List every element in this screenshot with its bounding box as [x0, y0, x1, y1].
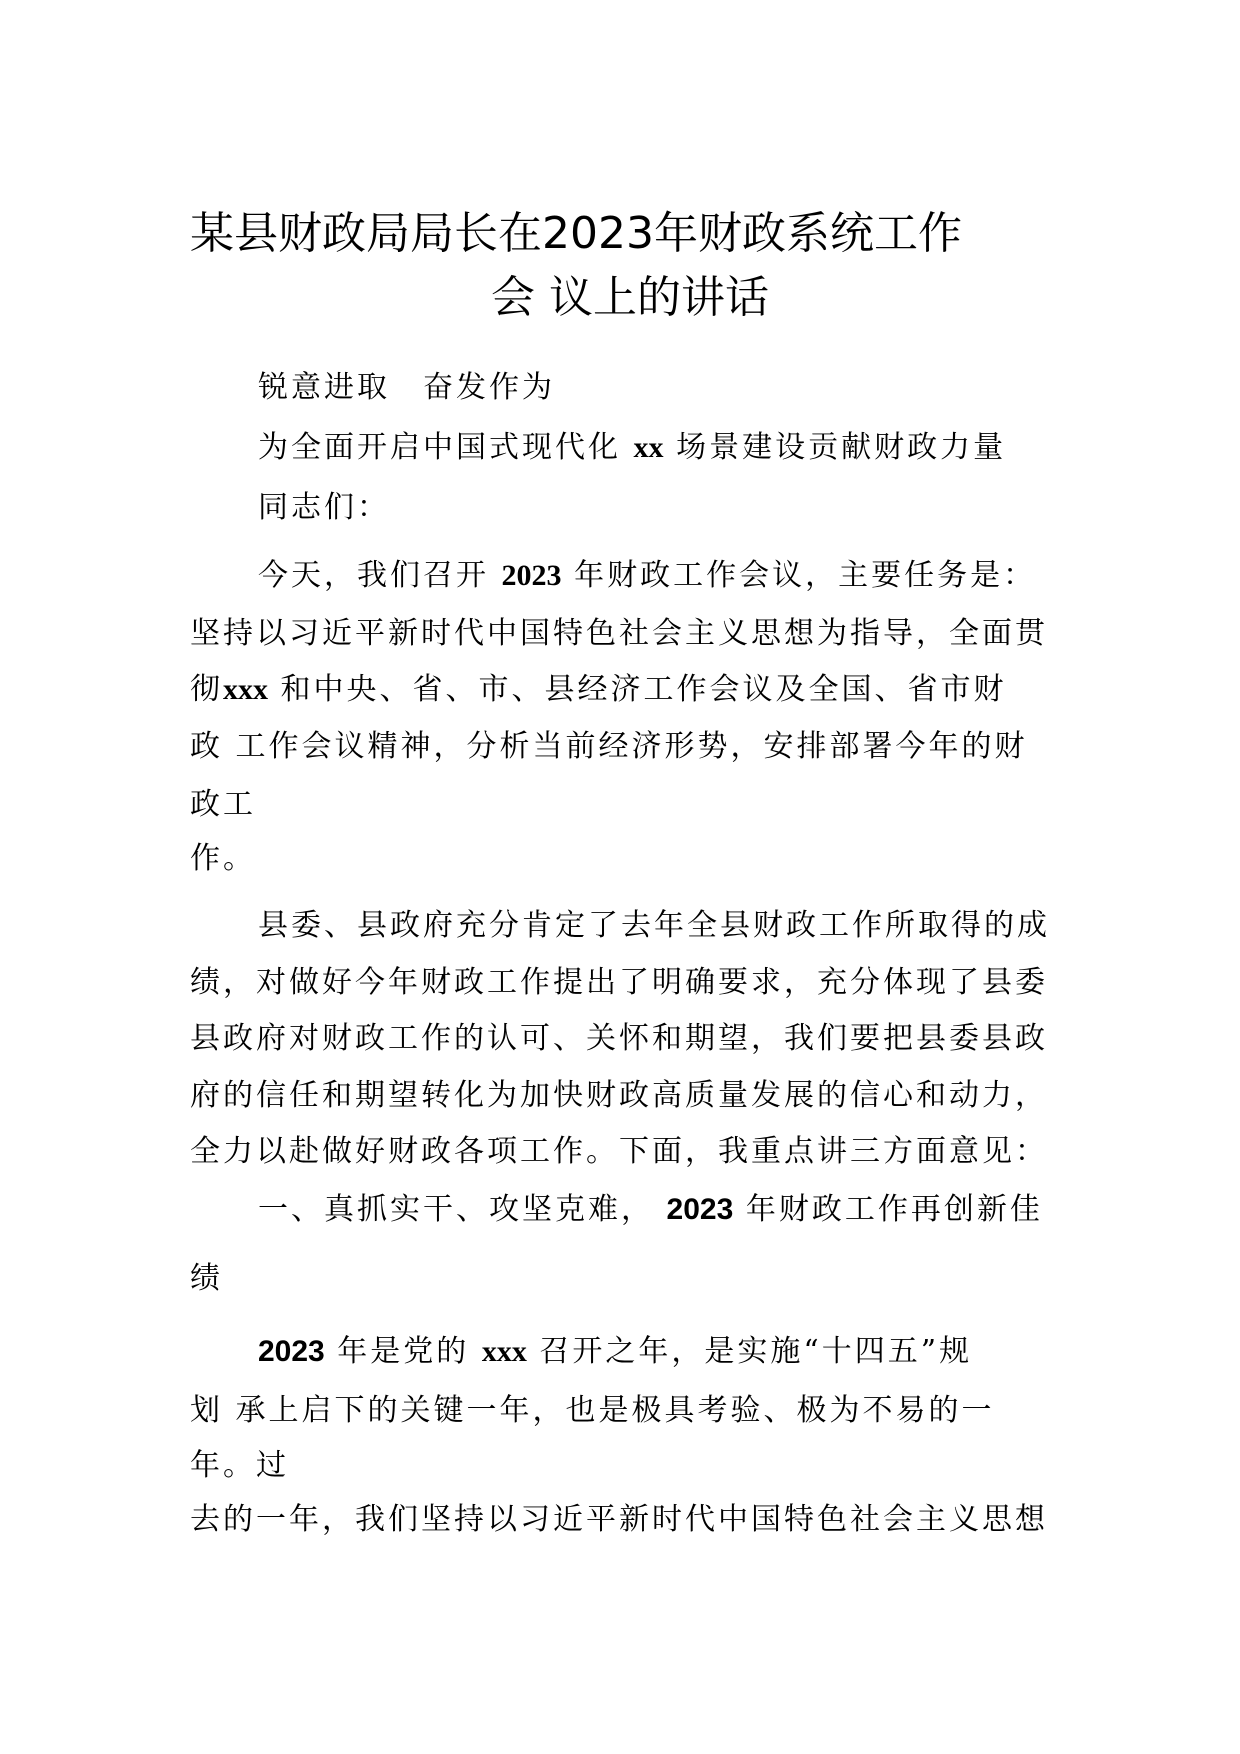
paragraph-line: 府的信任和期望转化为加快财政高质量发展的信心和动力，	[190, 1078, 1048, 1113]
subtitle-line-1: 锐意进取 奋发作为	[258, 370, 555, 405]
paragraph-line: 去的一年，我们坚持以习近平新时代中国特色社会主义思想	[190, 1502, 1048, 1537]
year-text: 2023	[258, 1335, 325, 1368]
paragraph-line: 县政府对财政工作的认可、关怀和期望，我们要把县委县政	[190, 1021, 1048, 1056]
paragraph-line: 作。	[190, 841, 256, 876]
paragraph-line: 坚持以习近平新时代中国特色社会主义思想为指导，全面贯	[190, 616, 1048, 651]
paragraph-text: 年财政工作会议，主要任务是：	[574, 558, 1037, 593]
paragraph-line: 县委、县政府充分肯定了去年全县财政工作所取得的成	[258, 908, 1050, 943]
placeholder-text: xxx	[481, 1335, 527, 1368]
paragraph-line: 划 承上启下的关键一年，也是极具考验、极为不易的一	[190, 1393, 995, 1428]
greeting: 同志们：	[258, 490, 390, 525]
paragraph-line	[258, 1332, 972, 1372]
placeholder-text: xxx	[223, 673, 268, 706]
paragraph-line	[258, 556, 1036, 596]
year-text: 2023	[666, 1193, 734, 1226]
section-heading-1-cont: 绩	[190, 1261, 223, 1296]
document-title-line-2: 会 议上的讲话	[491, 272, 769, 323]
subtitle-text: 为全面开启中国式现代化	[258, 430, 621, 465]
paragraph-text: 年是党的	[337, 1334, 470, 1369]
subtitle-text: 场景建设贡献财政力量	[676, 430, 1007, 465]
section-heading-1	[258, 1190, 1043, 1230]
paragraph-line: 政工	[190, 787, 256, 822]
heading-text: 一、真抓实干、攻坚克难，	[258, 1192, 654, 1227]
paragraph-line: 绩，对做好今年财政工作提出了明确要求，充分体现了县委	[190, 965, 1048, 1000]
paragraph-text: 和中央、省、市、县经济工作会议及全国、省市财	[280, 672, 1007, 707]
subtitle-line-2	[258, 428, 1006, 468]
document-title-line-1: 某县财政局局长在2023年财政系统工作	[190, 208, 962, 259]
paragraph-text: 今天，我们召开	[258, 558, 489, 593]
paragraph-line: 年。过	[190, 1448, 289, 1483]
paragraph-text: 彻	[190, 672, 223, 707]
paragraph-text: 召开之年，是实施“十四五”规	[539, 1334, 973, 1369]
year-text: 2023	[501, 559, 562, 592]
paragraph-line	[190, 670, 1007, 710]
subtitle-placeholder: xx	[633, 431, 664, 464]
paragraph-line: 全力以赴做好财政各项工作。下面，我重点讲三方面意见：	[190, 1134, 1048, 1169]
heading-text: 年财政工作再创新佳	[745, 1192, 1043, 1227]
paragraph-line: 政 工作会议精神，分析当前经济形势，安排部署今年的财	[190, 729, 1028, 764]
